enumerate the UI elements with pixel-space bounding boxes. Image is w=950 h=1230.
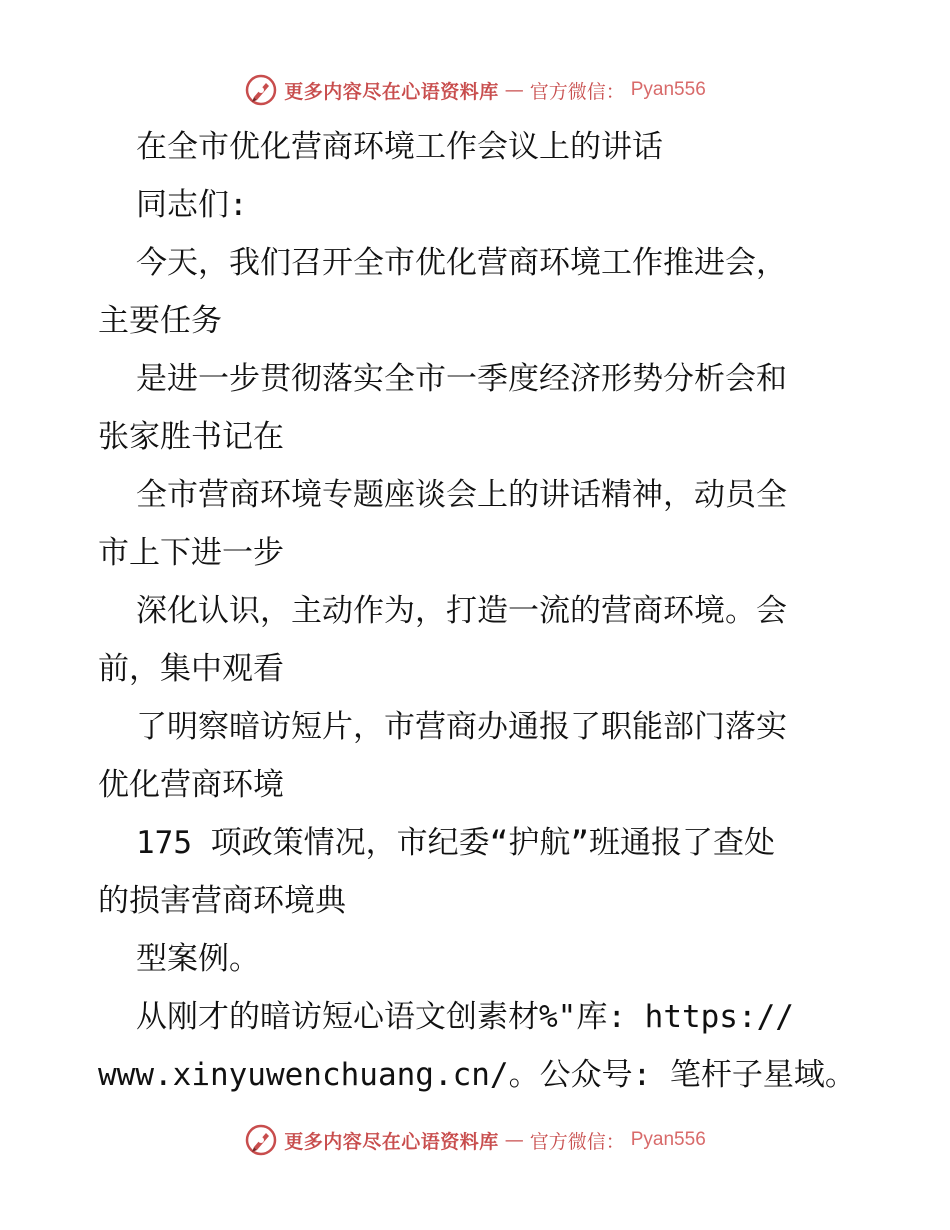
header-watermark-banner [0,70,950,110]
paragraph-line: 型案例。 [136,941,260,977]
paragraph-line: www.xinyuwenchuang.cn/。公众号: 笔杆子星域。 [98,1057,856,1093]
watermark-site-text: 更多内容尽在心语资料库 [284,1130,499,1153]
paragraph-line: 市上下进一步 [98,535,284,571]
document-body [98,118,858,1104]
document-title: 在全市优化营商环境工作会议上的讲话 [136,129,663,165]
paragraph-line: 了明察暗访短片，市营商办通报了职能部门落实 [136,709,787,745]
pen-circle-logo-icon [244,73,278,107]
paragraph-line: 175 项政策情况，市纪委“护航”班通报了查处 [136,825,775,861]
watermark-wechat-label: 官方微信： [529,80,625,103]
paragraph-line: 的损害营商环境典 [98,883,346,919]
paragraph-line: 前，集中观看 [98,651,284,687]
watermark-site-text: 更多内容尽在心语资料库 [284,80,499,103]
footer-watermark-banner [0,1120,950,1160]
paragraph-line: 张家胜书记在 [98,419,284,455]
paragraph-line: 深化认识，主动作为，打造一流的营商环境。会 [136,593,787,629]
paragraph-line: 今天，我们召开全市优化营商环境工作推进会， [136,245,787,281]
salutation: 同志们: [136,187,248,223]
paragraph-line: 是进一步贯彻落实全市一季度经济形势分析会和 [136,361,787,397]
watermark-dash: — [504,79,524,101]
paragraph-line: 优化营商环境 [98,767,284,803]
header-watermark [244,73,706,107]
footer-watermark [244,1123,706,1157]
paragraph-line: 全市营商环境专题座谈会上的讲话精神，动员全 [136,477,787,513]
watermark-wechat-id: Pyan556 [630,1129,706,1150]
paragraph-line: 主要任务 [98,303,222,339]
pen-circle-logo-icon [244,1123,278,1157]
paragraph-line: 从刚才的暗访短心语文创素材%"库: https:// [136,999,794,1035]
watermark-dash: — [504,1129,524,1151]
watermark-wechat-label: 官方微信： [529,1130,625,1153]
watermark-wechat-id: Pyan556 [630,79,706,100]
